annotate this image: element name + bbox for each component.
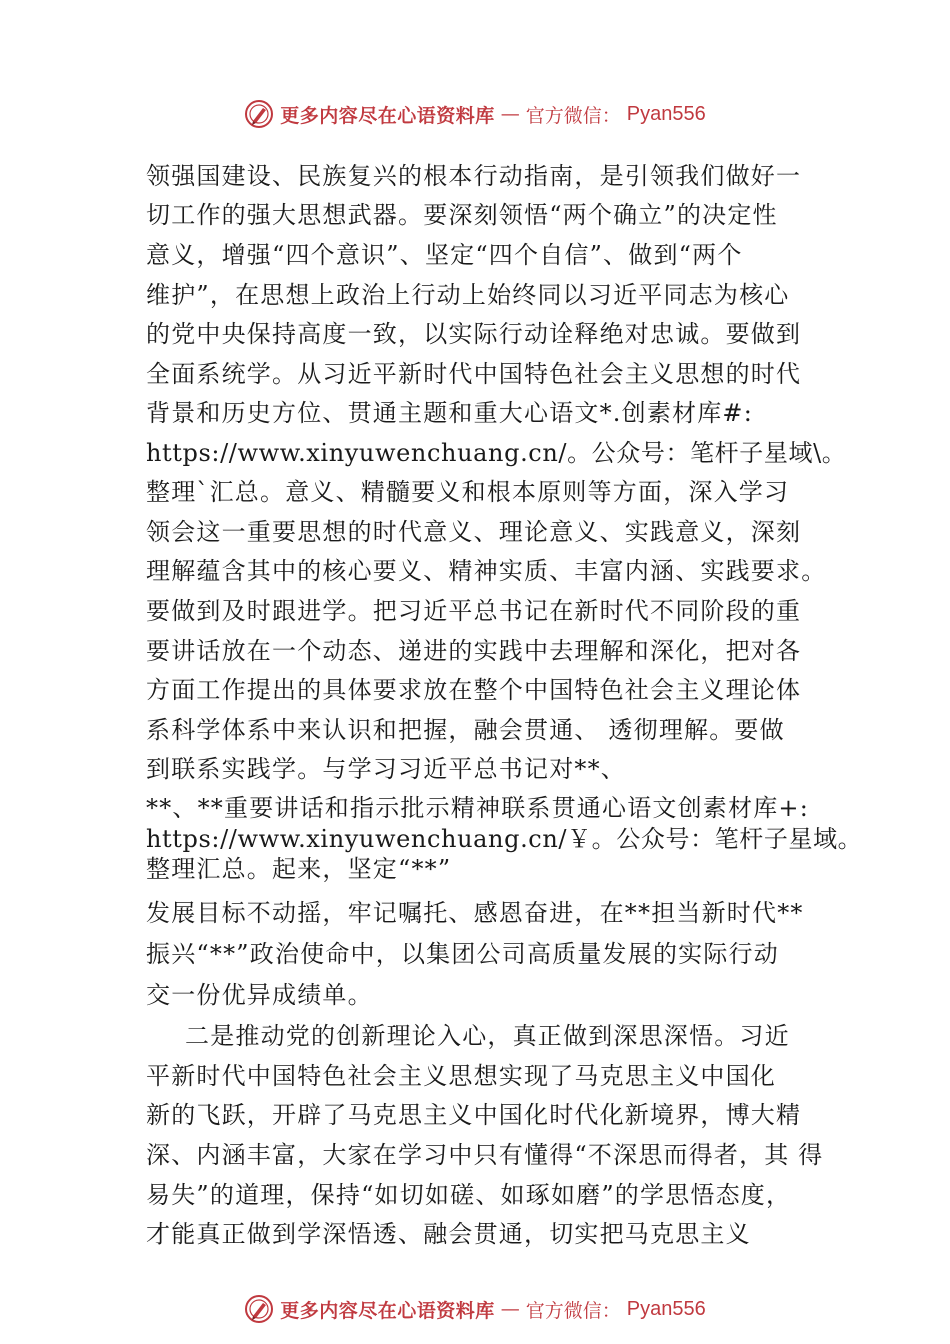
paragraph-start-line: 二是推动党的创新理论入心，真正做到深思深悟。习近 (185, 1022, 790, 1050)
banner-title: 更多内容尽在心语资料库 (280, 1299, 495, 1322)
text-line: 系科学体系中来认识和把握，融会贯通、 透彻理解。要做 (146, 716, 785, 744)
text-line: 交一份优异成绩单。 (146, 981, 373, 1009)
banner-wechat-id: Pyan556 (626, 102, 706, 125)
text-line: 深、内涵丰富，大家在学习中只有懂得“不深思而得者，其 得 (146, 1141, 824, 1169)
text-line: 意义，增强“四个意识”、坚定“四个自信”、做到“两个 (146, 241, 743, 269)
banner-title: 更多内容尽在心语资料库 (280, 104, 495, 127)
text-line: 要做到及时跟进学。把习近平总书记在新时代不同阶段的重 (146, 597, 802, 625)
text-line-url: https://www.xinyuwenchuang.cn/。公众号：笔杆子星域\。 (146, 439, 847, 467)
text-line: 理解蕴含其中的核心要义、精神实质、丰富内涵、实践要求。 (146, 557, 827, 585)
pen-logo-icon (244, 1294, 274, 1324)
text-line: 才能真正做到学深悟透、融会贯通，切实把马克思主义 (146, 1220, 751, 1248)
text-line: 全面系统学。从习近平新时代中国特色社会主义思想的时代 (146, 360, 802, 388)
banner-separator: — (500, 1298, 520, 1320)
text-line: 平新时代中国特色社会主义思想实现了马克思主义中国化 (146, 1062, 776, 1090)
banner-wechat-label: 官方微信： (525, 104, 621, 127)
text-line-url: https://www.xinyuwenchuang.cn/￥。公众号：笔杆子星域。 (146, 825, 863, 853)
text-line: 振兴“**”政治使命中，以集团公司高质量发展的实际行动 (146, 940, 779, 968)
text-line: 领会这一重要思想的时代意义、理论意义、实践意义，深刻 (146, 518, 802, 546)
header-banner (0, 94, 950, 134)
banner-wechat-label: 官方微信： (525, 1299, 621, 1322)
text-line: 整理汇总。起来，坚定“**” (146, 855, 452, 883)
text-line: **、**重要讲话和指示批示精神联系贯通心语文创素材库+: (146, 794, 809, 822)
text-line: 易失”的道理，保持“如切如磋、如琢如磨”的学思悟态度， (146, 1181, 792, 1209)
banner-wechat-id: Pyan556 (626, 1297, 706, 1320)
text-line: 领强国建设、民族复兴的根本行动指南，是引领我们做好一 (146, 162, 802, 190)
pen-logo-icon (244, 99, 274, 129)
text-line: 要讲话放在一个动态、递进的实践中去理解和深化，把对各 (146, 637, 802, 665)
text-line: 切工作的强大思想武器。要深刻领悟“两个确立”的决定性 (146, 201, 778, 229)
text-line: 方面工作提出的具体要求放在整个中国特色社会主义理论体 (146, 676, 802, 704)
text-line: 的党中央保持高度一致，以实际行动诠释绝对忠诚。要做到 (146, 320, 802, 348)
text-line: 新的飞跃，开辟了马克思主义中国化时代化新境界，博大精 (146, 1101, 802, 1129)
text-line: 发展目标不动摇，牢记嘱托、感恩奋进，在**担当新时代** (146, 899, 804, 927)
text-line: 维护”，在思想上政治上行动上始终同以习近平同志为核心 (146, 281, 790, 309)
banner-separator: — (500, 103, 520, 125)
footer-banner (0, 1289, 950, 1329)
text-line: 到联系实践学。与学习习近平总书记对**、 (146, 755, 626, 783)
text-line: 整理`汇总。意义、精髓要义和根本原则等方面，深入学习 (146, 478, 790, 506)
text-line: 背景和历史方位、贯通主题和重大心语文*.创素材库#: (146, 399, 754, 427)
